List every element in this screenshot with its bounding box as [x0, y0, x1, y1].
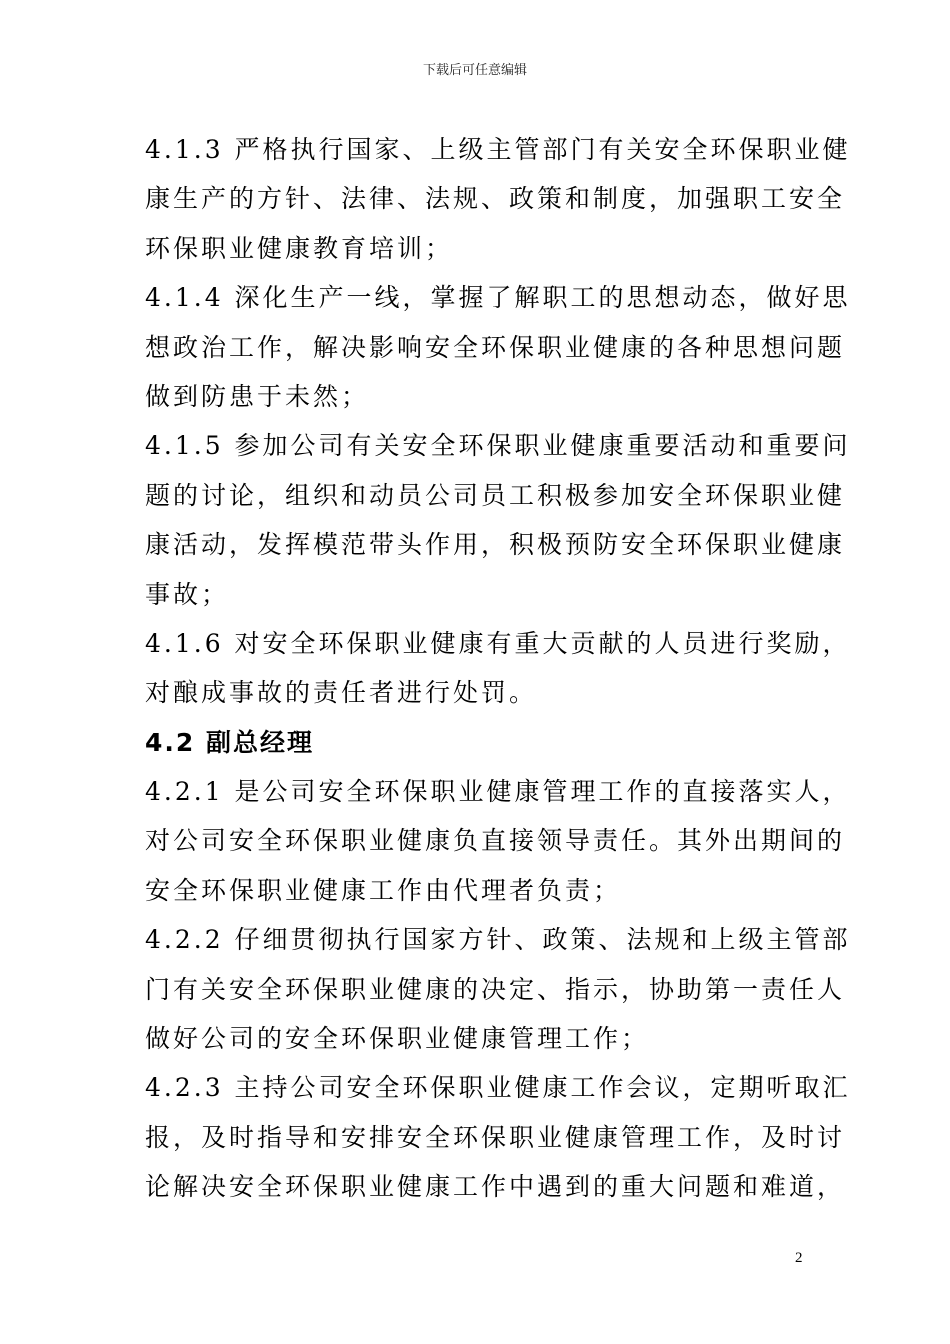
page-number: 2	[795, 1250, 803, 1266]
body-line: 题的讨论，组织和动员公司员工积极参加安全环保职业健	[145, 480, 846, 510]
document-body	[145, 125, 851, 1212]
body-line: 4.2.2 仔细贯彻执行国家方针、政策、法规和上级主管部	[145, 925, 851, 955]
body-line: 安全环保职业健康工作由代理者负责；	[145, 875, 622, 905]
body-line: 康活动，发挥模范带头作用，积极预防安全环保职业健康	[145, 530, 846, 560]
body-line: 4.2.1 是公司安全环保职业健康管理工作的直接落实人，	[145, 777, 851, 807]
page-header: 下载后可任意编辑	[422, 63, 527, 78]
section-heading: 4.2 副总经理	[145, 727, 314, 757]
body-line: 4.1.3 严格执行国家、上级主管部门有关安全环保职业健	[145, 135, 851, 164]
body-line: 论解决安全环保职业健康工作中遇到的重大问题和难道，	[145, 1172, 846, 1202]
body-line: 4.1.4 深化生产一线，掌握了解职工的思想动态，做好思	[145, 283, 851, 313]
body-line: 对酿成事故的责任者进行处罚。	[145, 678, 538, 708]
body-line: 报，及时指导和安排安全环保职业健康管理工作，及时讨	[145, 1122, 846, 1152]
body-line: 对公司安全环保职业健康负直接领导责任。其外出期间的	[145, 826, 846, 856]
body-line: 事故；	[145, 579, 230, 609]
body-line: 门有关安全环保职业健康的决定、指示，协助第一责任人	[145, 974, 846, 1004]
body-line: 4.1.5 参加公司有关安全环保职业健康重要活动和重要问	[145, 431, 851, 461]
body-line: 做到防患于未然；	[145, 381, 370, 411]
body-line: 4.1.6 对安全环保职业健康有重大贡献的人员进行奖励，	[145, 628, 851, 658]
body-line: 想政治工作，解决影响安全环保职业健康的各种思想问题	[145, 332, 846, 362]
body-line: 环保职业健康教育培训；	[145, 233, 454, 263]
body-line: 康生产的方针、法律、法规、政策和制度，加强职工安全	[145, 184, 846, 214]
body-line: 4.2.3 主持公司安全环保职业健康工作会议，定期听取汇	[145, 1073, 851, 1103]
body-line: 做好公司的安全环保职业健康管理工作；	[145, 1024, 650, 1054]
